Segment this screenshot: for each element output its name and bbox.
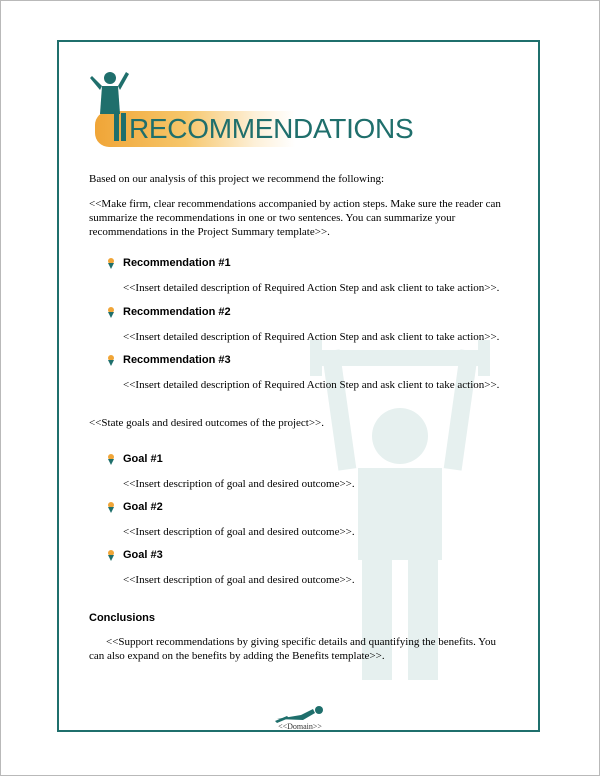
award-bullet-icon — [106, 549, 116, 561]
recommendation-1-heading: Recommendation #1 — [123, 257, 231, 269]
recommendation-2-body: <<Insert detailed description of Required Action Step and ask client to take action>>. — [123, 331, 500, 343]
header-pillar-left — [114, 113, 119, 141]
award-bullet-icon — [106, 354, 116, 366]
goal-3-heading: Goal #3 — [123, 549, 163, 561]
goals-intro-text: <<State goals and desired outcomes of the project>>. — [89, 417, 324, 429]
swimmer-logo-icon — [273, 705, 327, 723]
award-bullet-icon — [106, 453, 116, 465]
award-bullet-icon — [106, 257, 116, 269]
goal-1-body: <<Insert description of goal and desired outcome>>. — [123, 478, 355, 490]
recommendation-3-body: <<Insert detailed description of Required Action Step and ask client to take action>>. — [123, 379, 500, 391]
goal-1-heading: Goal #1 — [123, 453, 163, 465]
page-title: RECOMMENDATIONS — [129, 113, 414, 144]
cheering-person-icon — [88, 68, 130, 116]
conclusions-heading: Conclusions — [89, 612, 156, 624]
goal-3-body: <<Insert description of goal and desired outcome>>. — [123, 574, 355, 586]
recommendation-2-heading: Recommendation #2 — [123, 306, 231, 318]
award-bullet-icon — [106, 306, 116, 318]
instructions-text: <<Make firm, clear recommendations accompanied by action steps. Make sure the reader can summarize the recommendations in one or two sentences. You can summarize your recommendations in the Project Summary template>>. — [89, 198, 501, 238]
recommendation-3-heading: Recommendation #3 — [123, 354, 231, 366]
goal-2-body: <<Insert description of goal and desired outcome>>. — [123, 526, 355, 538]
goal-2-heading: Goal #2 — [123, 501, 163, 513]
footer-domain: <<Domain>> — [278, 722, 322, 731]
recommendation-1-body: <<Insert detailed description of Required Action Step and ask client to take action>>. — [123, 282, 500, 294]
header-pillar-right — [121, 113, 126, 141]
award-bullet-icon — [106, 501, 116, 513]
conclusions-body: <<Support recommendations by giving specific details and quantifying the benefits. You can also expand on the benefits by adding the Benefits template>>. — [89, 636, 497, 662]
intro-text: Based on our analysis of this project we recommend the following: — [89, 173, 385, 185]
